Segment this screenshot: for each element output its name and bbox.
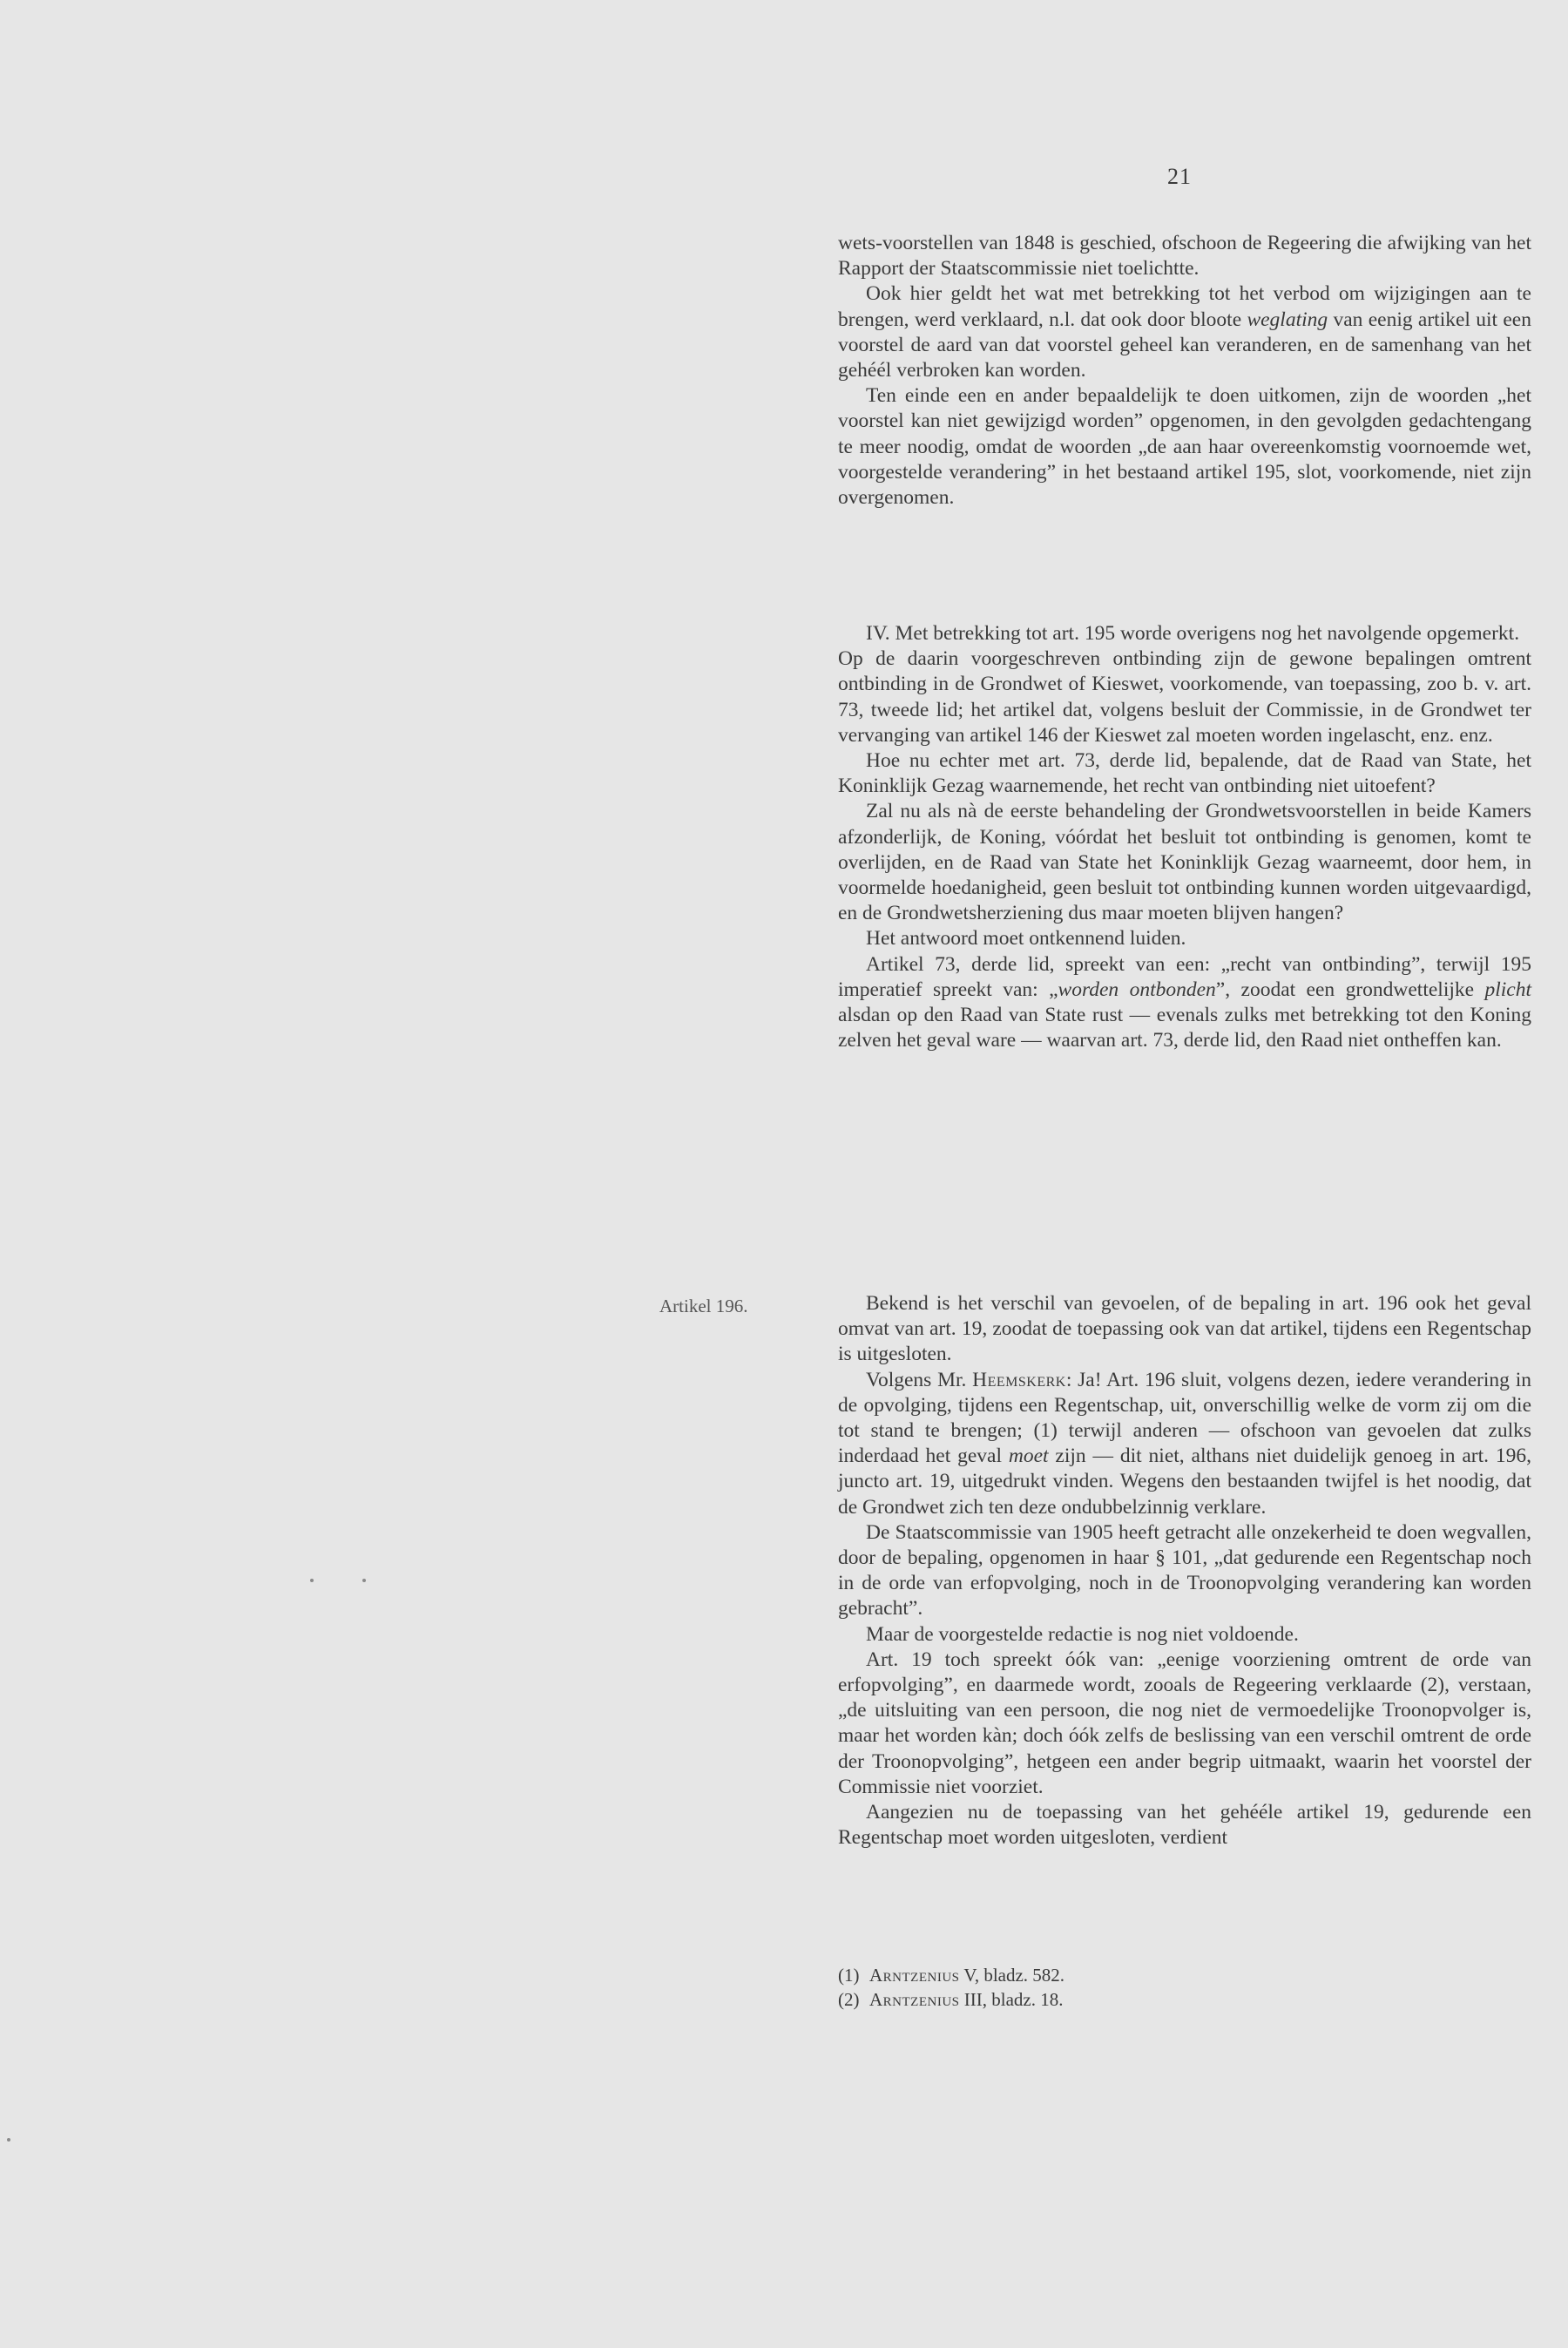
paragraph: Bekend is het verschil van gevoelen, of de bepaling in art. 196 ook het geval omvat van art. 19, zoodat de toepassing ook van dat artikel, tijdens een Regentschap is uitgesloten. — [838, 1292, 1531, 1366]
text-run: alsdan op den Raad van State rust — evenals zulks met betrekking tot den Koning zelven het geval ware — waarvan art. 73, derde lid, den Raad niet ontheffen kan. — [838, 1004, 1531, 1052]
paragraph: Op de daarin voorgeschreven ontbinding zijn de gewone bepalingen omtrent ontbinding in de Grondwet of Kieswet, voorkomende, van toepassing, zoo b. v. art. 73, tweede lid; het artikel dat, volgens besluit der Commissie, in de Grondwet ter vervanging van artikel 146 der Kieswet zal moeten worden ingelascht, enz. enz. — [838, 647, 1531, 747]
scan-speck — [362, 1579, 366, 1582]
paragraph: Hoe nu echter met art. 73, derde lid, bepalende, dat de Raad van State, het Koninklijk Gezag waarnemende, het recht van ontbinding niet uitoefent? — [838, 749, 1531, 798]
paragraph: wets-voorstellen van 1848 is geschied, ofschoon de Regeering die afwijking van het Rapport der Staatscommissie niet toelichtte. — [838, 232, 1531, 281]
page-number: 21 — [1167, 164, 1192, 189]
emphasis-text: worden ontbonden — [1058, 978, 1216, 1001]
text-run: Artikel 73, derde lid, spreekt van een: „recht van ontbinding”, terwijl 195 imperatief spreekt van: „ — [838, 952, 1531, 1001]
text-block-continuation — [838, 231, 1531, 511]
paragraph: Het antwoord moet ontkennend luiden. — [866, 927, 1186, 951]
footnotes — [838, 1963, 1531, 2012]
footnote-number: (2) — [838, 1989, 860, 2010]
text-run: Volgens Mr. — [866, 1368, 973, 1391]
paragraph: Ten einde een en ander bepaaldelijk te doen uitkomen, zijn de woorden „het voorstel kan niet gewijzigd worden” opgenomen, in den gevolgden gedachtengang te meer noodig, omdat de woorden „de aan haar overeenkomstig voornoemde wet, voorgestelde verandering” in het bestaand artikel 195, slot, voorkomende, niet zijn overgenomen. — [838, 384, 1531, 510]
paragraph: Zal nu als nà de eerste behandeling der Grondwetsvoorstellen in beide Kamers afzonderlijk, de Koning, vóórdat het besluit tot ontbinding is genomen, komt te overlijden, en de Raad van State het Koninklijk Gezag waarneemt, door hem, in voormelde hoedanigheid, geen besluit tot ontbinding kunnen worden uitgevaardigd, en de Grondwetsherziening dus maar moeten blijven hangen? — [838, 800, 1531, 925]
text-block-section-iv — [838, 621, 1531, 1053]
emphasis-text: moet — [1008, 1445, 1049, 1468]
text-block-artikel-196 — [838, 1291, 1531, 1851]
author-name: Heemskerk — [972, 1368, 1066, 1391]
scan-speck — [310, 1579, 314, 1582]
footnote-reference: III, bladz. 18. — [959, 1989, 1064, 2010]
margin-note: Artikel 196. — [659, 1296, 748, 1316]
paragraph: Maar de voorgestelde redactie is nog niet voldoende. — [866, 1622, 1299, 1646]
paragraph: IV. Met betrekking tot art. 195 worde overigens nog het navolgende opgemerkt. — [866, 622, 1520, 645]
text-run: Ook hier geldt het wat met betrekking tot het verbod om wijzigingen aan te brengen, werd verklaard, n.l. dat ook door bloote — [838, 282, 1531, 331]
text-run: ”, zoodat een grondwettelijke — [1215, 978, 1485, 1001]
paragraph: De Staatscommissie van 1905 heeft getracht alle onzekerheid te doen wegvallen, door de bepaling, opgenomen in haar § 101, „dat gedurende een Regentschap noch in de orde van erfopvolging, noch in de Troonopvolging verandering kan worden gebracht”. — [838, 1520, 1531, 1621]
emphasis-text: plicht — [1484, 978, 1532, 1001]
footnote-number: (1) — [838, 1965, 860, 1986]
text-run: van eenig artikel uit een voorstel de aard van dat voorstel geheel kan veranderen, en de samenhang van het gehéél verbroken kan worden. — [838, 308, 1531, 382]
paragraph — [838, 281, 1531, 383]
paragraph — [838, 1368, 1531, 1520]
footnote-author: Arntzenius — [869, 1989, 960, 2010]
emphasis-text: weglating — [1247, 308, 1328, 331]
paragraph: Art. 19 toch spreekt óók van: „eenige voorziening omtrent de orde van erfopvolging”, en daarmede wordt, zooals de Regeering verklaarde (2), verstaan, „de uitsluiting van een persoon, die nog niet de vermoedelijke Troonopvolger is, maar het worden kàn; doch óók zelfs de beslissing van een verschil omtrent de orde der Troonopvolging”, hetgeen een ander begrip uitmaakt, waarin het voorstel der Commissie niet voorziet. — [838, 1648, 1531, 1798]
paragraph — [838, 952, 1531, 1054]
footnote — [838, 1963, 1531, 1987]
text-run: : Ja! Art. 196 sluit, volgens dezen, iedere verandering in de opvolging, tijdens een Regentschap, uit, onverschillig welke de vorm zij om die tot stand te brengen; (1) terwijl anderen — ofschoon van gevoelen dat zulks inderdaad het geval — [838, 1368, 1531, 1468]
footnote — [838, 1987, 1531, 2012]
footnote-reference: V, bladz. 582. — [959, 1965, 1065, 1986]
text-run: zijn — dit niet, althans niet duidelijk genoeg in art. 196, juncto art. 19, uitgedrukt vinden. Wegens den bestaanden twijfel is het noodig, dat de Grondwet zich ten deze ondubbelzinnig verklare. — [838, 1445, 1531, 1519]
scan-speck — [7, 2138, 10, 2142]
paragraph: Aangezien nu de toepassing van het gehééle artikel 19, gedurende een Regentschap moet worden uitgesloten, verdient — [838, 1801, 1531, 1850]
footnote-author: Arntzenius — [869, 1965, 960, 1986]
